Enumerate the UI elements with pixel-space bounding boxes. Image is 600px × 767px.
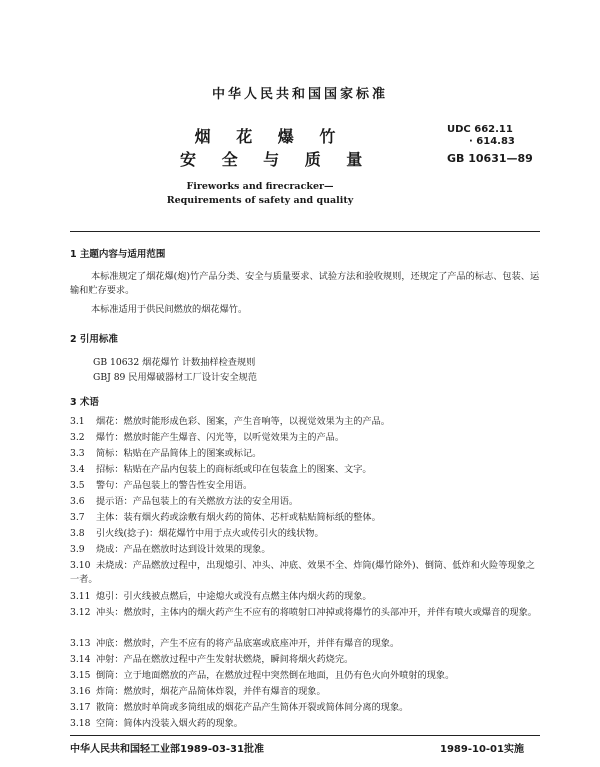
term-number: 3.15 bbox=[70, 670, 91, 681]
approval-date: 中华人民共和国轻工业部1989-03-31批准 bbox=[70, 744, 264, 755]
term-number: 3.13 bbox=[70, 638, 91, 649]
term-number: 3.14 bbox=[70, 654, 91, 665]
section3-heading: 3 术语 bbox=[70, 397, 99, 408]
term-number: 3.9 bbox=[70, 544, 85, 555]
term-text: 熄引：引火线被点燃后，中途熄火或没有点燃主体内烟火药的现象。 bbox=[96, 591, 372, 602]
term-text: 烧成：产品在燃放时达到设计效果的现象。 bbox=[96, 544, 271, 555]
term-number: 3.11 bbox=[70, 591, 91, 602]
term-text: 未烧成：产品燃放过程中，出现熄引、冲头、冲底、效果不全、炸筒(爆竹除外)、倒筒、低炸和火险等现象之一者。 bbox=[70, 560, 535, 585]
term-item bbox=[70, 447, 540, 461]
term-number: 3.1 bbox=[70, 416, 85, 427]
term-text: 冲底：燃放时，产生不应有的将产品底塞或底座冲开，并伴有爆音的现象。 bbox=[96, 638, 400, 649]
term-number: 3.8 bbox=[70, 528, 85, 539]
term-item bbox=[70, 415, 540, 429]
term-item bbox=[70, 590, 540, 604]
term-item bbox=[70, 511, 540, 525]
gb-number: GB 10631—89 bbox=[447, 152, 533, 165]
term-item bbox=[70, 669, 540, 683]
term-text: 招标：粘贴在产品内包装上的商标纸或印在包装盒上的图案、文字。 bbox=[96, 464, 372, 475]
header-divider bbox=[70, 231, 540, 232]
udc-line1: UDC 662.11 bbox=[447, 124, 513, 135]
term-text: 炸筒：燃放时，烟花产品简体炸裂，并伴有爆音的现象。 bbox=[96, 686, 326, 697]
title-en-line1: Fireworks and firecracker— bbox=[186, 181, 334, 192]
term-item bbox=[70, 685, 540, 699]
term-number: 3.6 bbox=[70, 496, 85, 507]
term-item bbox=[70, 431, 540, 445]
term-item bbox=[70, 701, 540, 715]
term-number: 3.4 bbox=[70, 464, 85, 475]
term-item bbox=[70, 653, 540, 667]
term-number: 3.2 bbox=[70, 432, 85, 443]
term-text: 简标：粘贴在产品简体上的图案或标记。 bbox=[96, 448, 262, 459]
term-text: 主体：装有烟火药或涂敷有烟火药的简体、芯杆或粘贴简标纸的整体。 bbox=[96, 512, 381, 523]
term-item bbox=[70, 527, 540, 541]
term-item bbox=[70, 479, 540, 493]
section2-heading: 2 引用标准 bbox=[70, 334, 118, 345]
term-text: 警句：产品包装上的警告性安全用语。 bbox=[96, 480, 253, 491]
section1-para2: 本标准适用于供民间燃放的烟花爆竹。 bbox=[91, 304, 248, 315]
term-number: 3.10 bbox=[70, 560, 91, 571]
term-text: 散筒：燃放时单筒或多筒组成的烟花产品产生简体开裂或简体间分离的现象。 bbox=[96, 702, 409, 713]
term-text: 倒筒：立于地面燃放的产品，在燃放过程中突然倒在地面，且仍有色火向外喷射的现象。 bbox=[96, 670, 455, 681]
udc-code bbox=[447, 124, 515, 148]
effective-date: 1989-10-01实施 bbox=[440, 744, 524, 755]
term-number: 3.3 bbox=[70, 448, 85, 459]
term-item bbox=[70, 495, 540, 509]
term-number: 3.18 bbox=[70, 718, 91, 729]
reference-item: GBJ 89 民用爆破器材工厂设计安全规范 bbox=[93, 372, 257, 383]
term-text: 提示语：产品包装上的有关燃放方法的安全用语。 bbox=[96, 496, 299, 507]
term-number: 3.16 bbox=[70, 686, 91, 697]
term-number: 3.5 bbox=[70, 480, 85, 491]
term-text: 冲头：燃放时，主体内的烟火药产生不应有的将喷射口冲掉或将爆竹的头部冲开，并伴有喷火或爆音的现象。 bbox=[96, 607, 537, 618]
title-cn-line2: 安 全 与 质 量 bbox=[180, 150, 373, 169]
term-text: 爆竹：燃放时能产生爆音、闪光等，以听觉效果为主的产品。 bbox=[96, 432, 345, 443]
term-item bbox=[70, 543, 540, 557]
term-number: 3.12 bbox=[70, 607, 91, 618]
term-item bbox=[70, 717, 540, 731]
term-text: 空筒：简体内没装入烟火药的现象。 bbox=[96, 718, 243, 729]
section1-heading: 1 主题内容与适用范围 bbox=[70, 249, 166, 260]
title-en-line2: Requirements of safety and quality bbox=[166, 195, 354, 206]
term-number: 3.17 bbox=[70, 702, 91, 713]
term-text: 冲射：产品在燃放过程中产生发射状燃烧，瞬间将烟火药烧完。 bbox=[96, 654, 354, 665]
term-item bbox=[70, 463, 540, 477]
term-text: 引火线(捻子)：烟花爆竹中用于点火或传引火的线状物。 bbox=[96, 528, 324, 539]
term-item bbox=[70, 637, 540, 651]
issuer-heading: 中华人民共和国国家标准 bbox=[211, 87, 388, 102]
term-item bbox=[70, 606, 540, 620]
footer-divider bbox=[70, 735, 540, 736]
udc-line2: · 614.83 bbox=[469, 136, 515, 147]
term-item bbox=[70, 559, 540, 587]
term-text: 烟花：燃放时能形成色彩、图案，产生音响等，以视觉效果为主的产品。 bbox=[96, 416, 390, 427]
title-cn-line1: 烟 花 爆 竹 bbox=[194, 127, 346, 146]
reference-item: GB 10632 烟花爆竹 计数抽样检查规则 bbox=[93, 357, 256, 368]
term-number: 3.7 bbox=[70, 512, 85, 523]
section1-para1: 本标准规定了烟花爆(炮)竹产品分类、安全与质量要求、试验方法和验收规则，还规定了产品的标志、包装、运输和贮存要求。 bbox=[70, 271, 540, 296]
